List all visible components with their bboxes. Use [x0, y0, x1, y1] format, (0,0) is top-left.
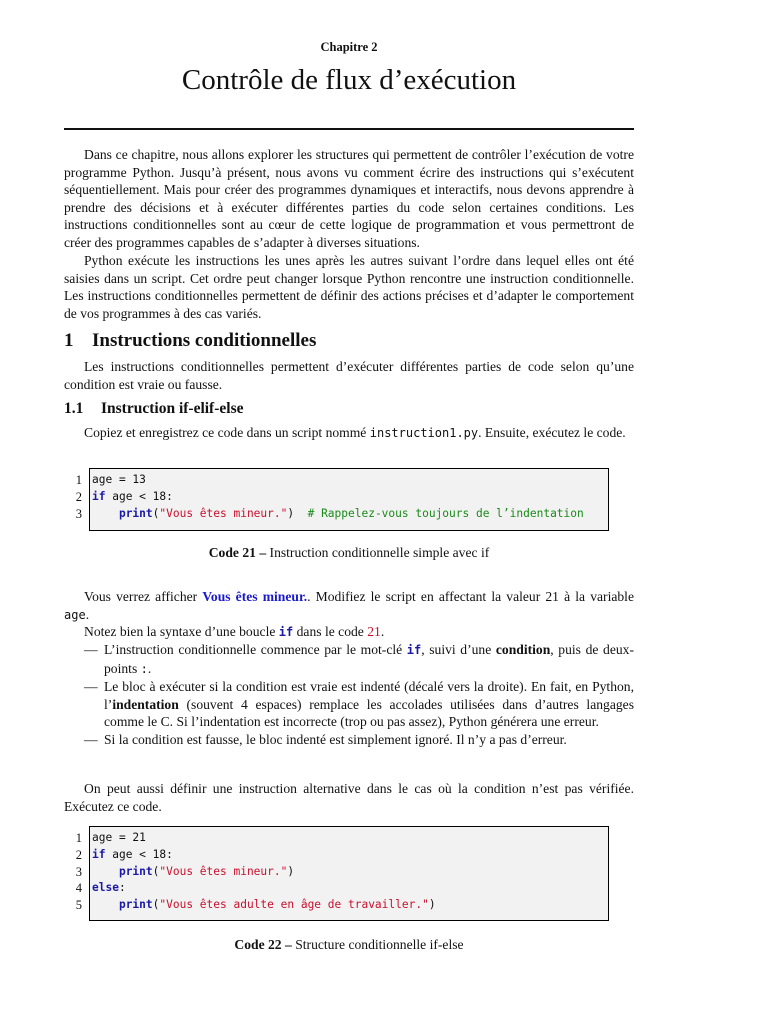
code-text: ( — [152, 898, 160, 912]
variable-name: age — [64, 607, 86, 622]
code-indent — [92, 898, 119, 911]
code-line — [90, 506, 608, 523]
text: (souvent 4 espaces) remplace les accolades utilisées dans d’autres langages comme le C. Si l’indentation est incorrecte (trop ou pas assez), Python générera une erreur. — [104, 696, 634, 730]
text: . — [147, 660, 152, 676]
inline-keyword: if — [278, 625, 294, 639]
code-text: age = 21 — [92, 831, 146, 844]
intro-paragraph-1 — [64, 146, 634, 252]
subsection-p1-a: Copiez et enregistrez ce code dans un script nommé — [84, 425, 370, 440]
line-number: 3 — [75, 506, 82, 521]
text: Notez bien la syntaxe d’une boucle — [84, 624, 279, 639]
intro-p2-text: Python exécute les instructions les unes après les autres suivant l’ordre dans lequel elles ont été saisies dans un script. Cet ordre peut changer lorsque Python rencontre une instruction conditionnelle. Les instructions conditionnelles permettent de définir des actions précises et d’adapter le comportement de vos programmes à des cas variés. — [64, 253, 634, 321]
code-text: ) — [428, 898, 436, 912]
code-line — [90, 472, 608, 489]
code22-line-numbers — [64, 830, 82, 914]
caption-label: Code 21 – — [208, 545, 267, 560]
caption-label: Code 22 – — [234, 937, 292, 952]
caption-text: Instruction conditionnelle simple avec if — [266, 545, 490, 560]
subsection-title: Instruction if-elif-else — [101, 400, 244, 417]
code-line — [90, 864, 608, 881]
text: . — [380, 624, 385, 639]
code-line — [90, 830, 608, 847]
intro-p1-text: Dans ce chapitre, nous allons explorer les structures qui permettent de contrôler l’exécution de votre programme Python. Jusqu’à présent, nous avons vu comment écrire des instructions qui s’exécutent séquentiellement. Mais pour créer des programmes dynamiques et interactifs, nous devons apprendre à prendre des décisions et à exécuter différentes parties du code selon certaines conditions. Les instructions conditionnelles sont au cœur de cette logique de programmation et vous permettront de créer des programmes capables de s’adapter à diverses situations. — [64, 147, 634, 250]
bullet-dash: — — [84, 642, 98, 657]
line-number: 3 — [75, 864, 82, 879]
subsection-number: 1.1 — [64, 400, 84, 417]
code-text: : — [118, 881, 126, 895]
code-text: age = 13 — [92, 473, 146, 486]
code-line — [90, 897, 608, 914]
code-indent — [92, 507, 119, 520]
code-function: print — [118, 898, 153, 912]
text: . Modifiez le script en affectant la valeur 21 à la variable — [307, 589, 634, 604]
inline-keyword: if — [406, 643, 422, 657]
line-number: 1 — [75, 473, 82, 487]
text: Le bloc à exécuter si la condition est vraie est indenté (décalé vers la droite). En fait, en Python, l’ — [104, 679, 634, 712]
code-function: print — [118, 506, 153, 520]
list-item — [64, 641, 634, 678]
code21-line-numbers — [64, 472, 82, 522]
after-code21-paragraph-1 — [64, 588, 634, 624]
intro-paragraph-2 — [64, 252, 634, 322]
code22-box — [89, 826, 609, 921]
text: Vous verrez afficher — [84, 589, 203, 604]
section-title: Instructions conditionnelles — [92, 330, 317, 351]
code-comment: # Rappelez-vous toujours de l’indentation — [307, 506, 584, 520]
section-p1-text: Les instructions conditionnelles permettent d’exécuter différentes parties de code selon qu’une condition est vraie ou fausse. — [64, 359, 634, 392]
section-number: 1 — [64, 330, 74, 351]
code-string: "Vous êtes adulte en âge de travailler." — [159, 898, 429, 912]
code-string: "Vous êtes mineur." — [159, 864, 288, 878]
code-keyword: if — [92, 489, 106, 503]
subsection-p1-b: . Ensuite, exécutez le code. — [478, 425, 626, 440]
code-text: ( — [152, 506, 160, 520]
after-code21-paragraph-2 — [64, 623, 634, 642]
line-number: 2 — [75, 489, 82, 504]
subsection-heading — [64, 400, 243, 418]
section-heading — [64, 330, 316, 352]
code22-caption — [64, 937, 634, 953]
text: , puis de deux-points — [104, 642, 634, 676]
code-listing-21 — [64, 468, 609, 530]
section-paragraph — [64, 358, 634, 393]
list-item — [64, 678, 634, 731]
code-keyword: if — [92, 847, 106, 861]
subsection-paragraph — [64, 424, 634, 443]
bold-term: condition — [495, 642, 551, 657]
output-highlight: Vous êtes mineur. — [202, 589, 308, 604]
code-text: age < 18: — [105, 489, 173, 503]
line-number: 1 — [75, 831, 82, 845]
alternative-paragraph — [64, 780, 634, 815]
line-number: 5 — [75, 898, 82, 913]
code-text: age < 18: — [105, 847, 173, 861]
line-number: 4 — [75, 881, 82, 896]
code-line — [90, 880, 608, 897]
code-indent — [92, 865, 119, 878]
code21-caption — [64, 545, 634, 561]
code-reference-link[interactable]: 21 — [367, 624, 381, 639]
code-line — [90, 489, 608, 506]
chapter-title: Contrôle de flux d’exécution — [181, 64, 517, 96]
bullet-list — [64, 641, 634, 749]
line-number: 2 — [75, 847, 82, 862]
code-line — [90, 847, 608, 864]
code-keyword: else — [92, 881, 119, 895]
script-filename: instruction1.py — [369, 426, 479, 440]
code-text: ) — [287, 864, 295, 878]
bullet-dash: — — [84, 679, 98, 695]
inline-code: : — [140, 661, 148, 676]
text: Si la condition est fausse, le bloc indenté est simplement ignoré. Il n’y a pas d’erreur. — [104, 731, 567, 747]
code-text: ) — [287, 506, 308, 520]
list-item — [64, 731, 634, 749]
text: L’instruction conditionnelle commence par le mot-clé — [104, 642, 407, 657]
code-function: print — [118, 864, 153, 878]
bold-term: indentation — [112, 696, 179, 712]
code-text: ( — [152, 864, 160, 878]
text: dans le code — [293, 624, 368, 639]
code21-box — [89, 468, 609, 531]
text: , suivi d’une — [421, 642, 496, 657]
title-rule — [64, 128, 634, 130]
bullet-dash: — — [84, 731, 98, 747]
chapter-label: Chapitre 2 — [320, 40, 378, 54]
code-listing-22 — [64, 826, 609, 920]
text: On peut aussi définir une instruction alternative dans le cas où la condition n’est pas vérifiée. Exécutez ce code. — [64, 781, 634, 814]
caption-text: Structure conditionnelle if-else — [291, 937, 464, 952]
text: . — [85, 606, 90, 622]
code-string: "Vous êtes mineur." — [159, 506, 288, 520]
